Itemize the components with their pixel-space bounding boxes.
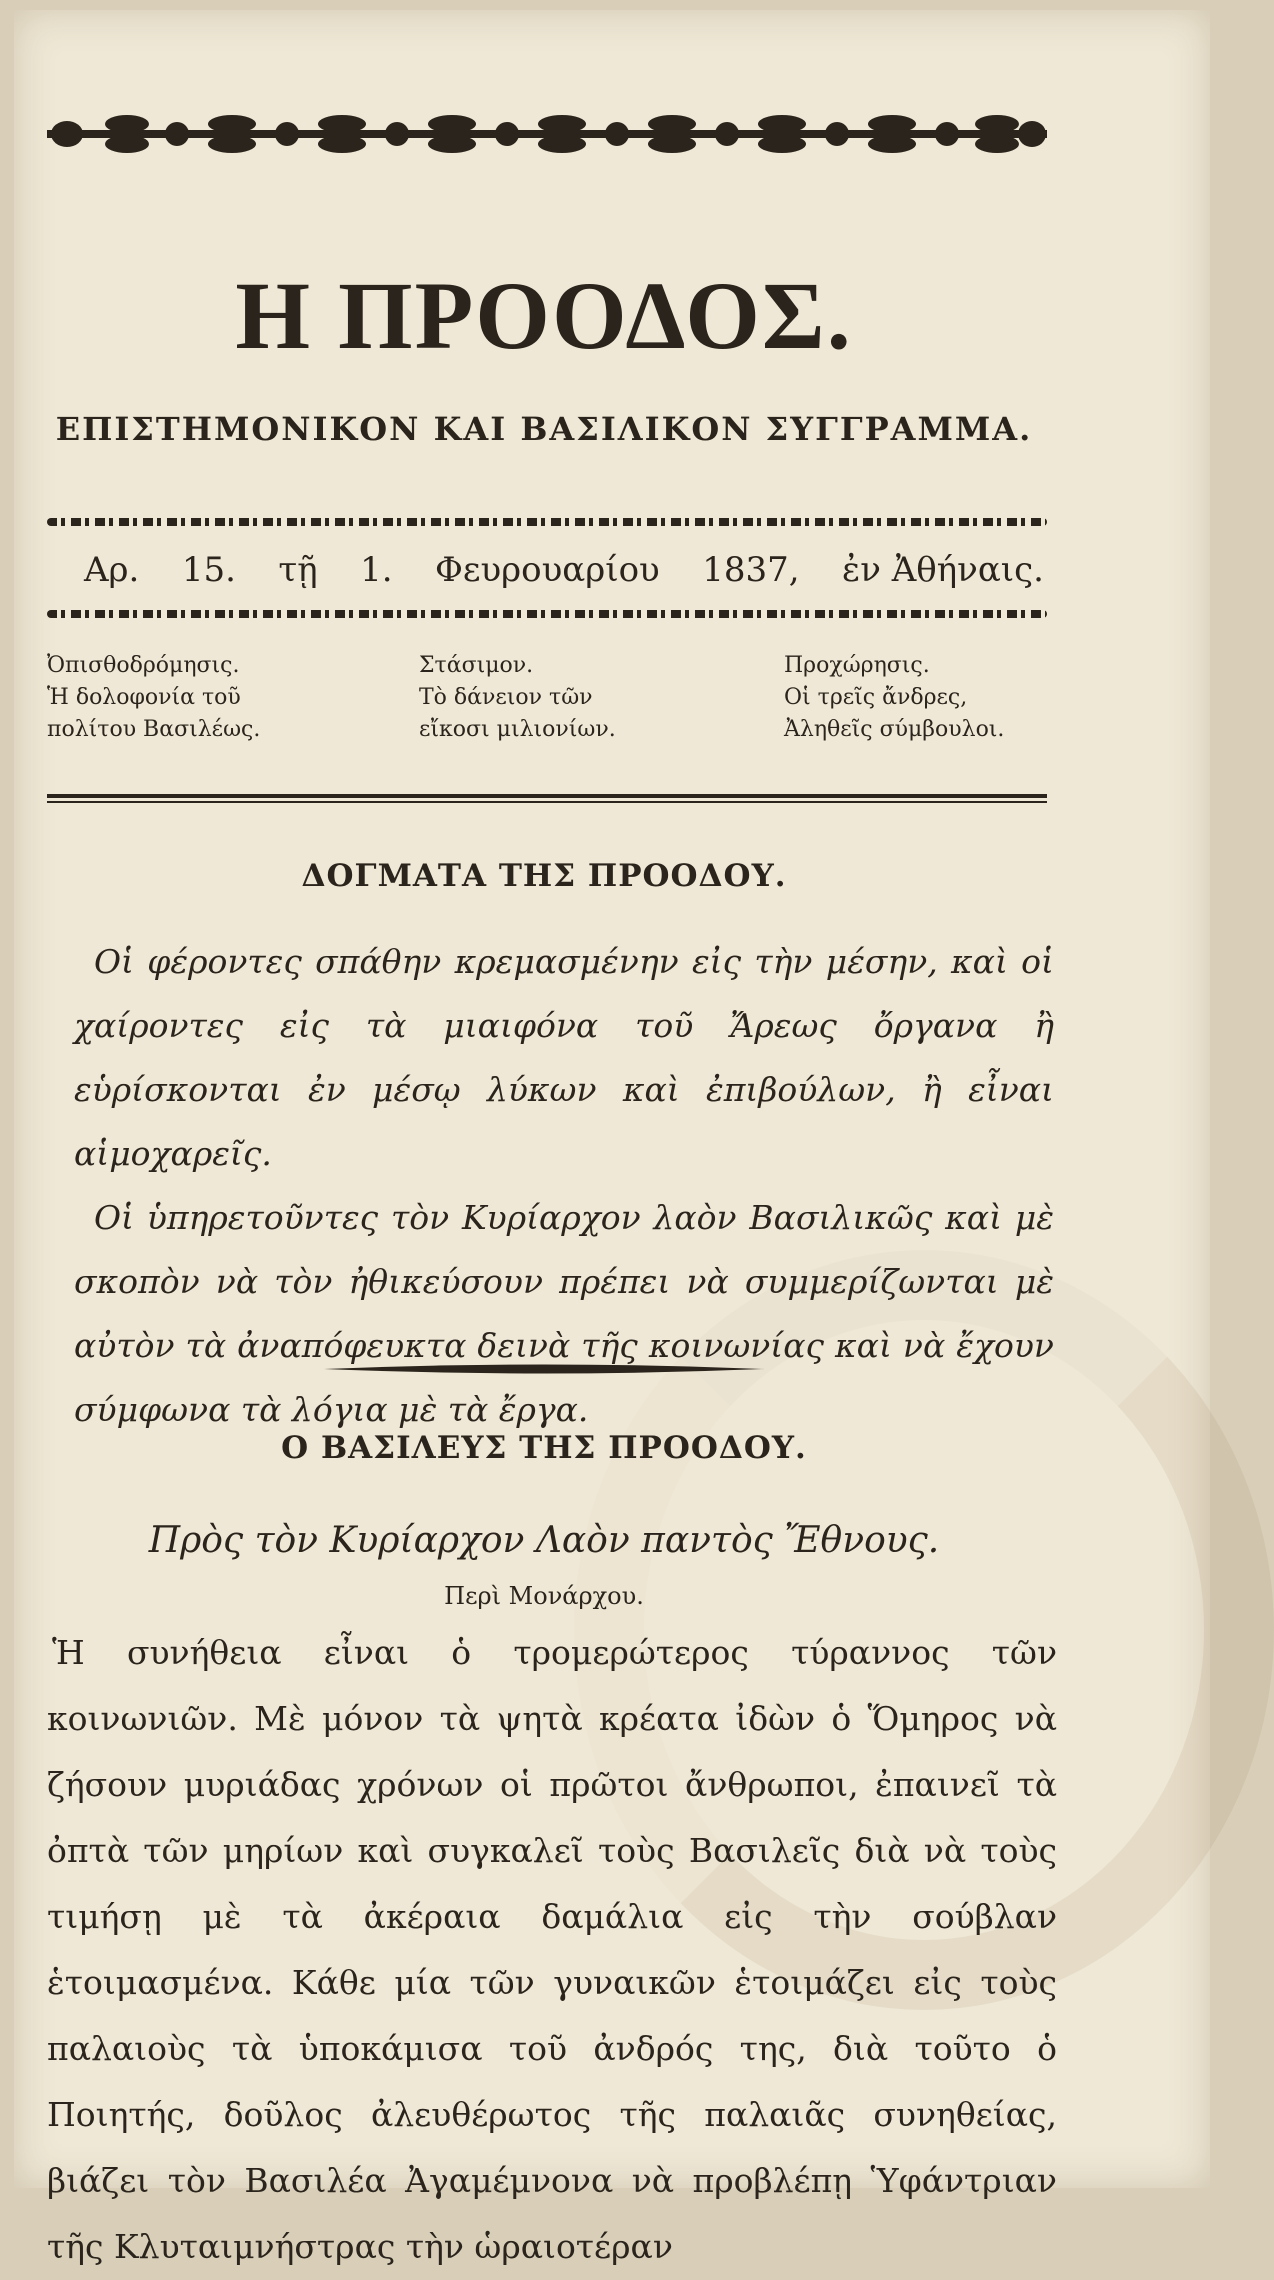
- contents-item: Ἀληθεῖς σύμβουλοι.: [784, 717, 1005, 742]
- issue-month: Φευρουαρίου: [435, 550, 660, 590]
- contents-item: Οἱ τρεῖς ἄνδρες,: [784, 685, 968, 710]
- contents-item: πολίτου Βασιλέως.: [47, 717, 261, 742]
- issue-line: [84, 550, 1044, 590]
- dogmata-heading: ΔΟΓΜΑΤΑ ΤΗΣ ΠΡΟΟΔΟΥ.: [301, 858, 787, 894]
- double-rule: [47, 792, 1047, 806]
- contents-column-progress: [784, 650, 1054, 746]
- contents-item: εἴκοσι μιλιονίων.: [419, 717, 616, 742]
- issue-place: ἐν Ἀθήναις.: [842, 550, 1044, 590]
- issue-date-prefix: τῇ: [278, 550, 318, 590]
- contents-item: Στάσιμον.: [419, 653, 534, 678]
- contents-item: Τὸ δάνειον τῶν: [419, 685, 593, 710]
- masthead-title: Η ΠΡΟΟΔΟΣ.: [235, 262, 853, 369]
- contents-column-regression: [47, 650, 387, 746]
- contents-column-stationary: [419, 650, 719, 746]
- divider-dotted-bottom: [47, 610, 1047, 618]
- issue-number: 15.: [181, 550, 236, 590]
- masthead-subtitle: ΕΠΙΣΤΗΜΟΝΙΚΟΝ ΚΑΙ ΒΑΣΙΛΙΚΟΝ ΣΥΓΓΡΑΜΜΑ.: [55, 410, 1033, 448]
- article-body: [47, 1620, 1057, 2280]
- issue-number-label: Αρ.: [84, 550, 140, 590]
- article-addressee: Πρὸς τὸν Κυρίαρχον Λαὸν παντὸς Ἔθνους.: [148, 1520, 940, 1561]
- contents-item: Ὀπισθοδρόμησις.: [47, 653, 240, 678]
- article-heading: Ο ΒΑΣΙΛΕΥΣ ΤΗΣ ΠΡΟΟΔΟΥ.: [281, 1430, 807, 1466]
- newspaper-page: [14, 10, 1210, 2266]
- dogmata-paragraph-2: Οἱ ὑπηρετοῦντες τὸν Κυρίαρχον λαὸν Βασιλικῶς καὶ μὲ σκοπὸν νὰ τὸν ἠθικεύσουν πρέπει νὰ συμμερίζωνται μὲ αὐτὸν τὰ ἀναπόφευκτα δεινὰ τῆς κοινωνίας καὶ νὰ ἔχουν σύμφωνα τὰ λόγια μὲ τὰ ἔργα.: [74, 1198, 1054, 1429]
- issue-year: 1837,: [702, 550, 800, 590]
- dogmata-paragraph-1: Οἱ φέροντες σπάθην κρεμασμένην εἰς τὴν μέσην, καὶ οἱ χαίροντες εἰς τὰ μιαιφόνα τοῦ Ἄρεως ὄργανα ἢ εὑρίσκονται ἐν μέσῳ λύκων καὶ ἐπιβούλων, ἢ εἶναι αἱμοχαρεῖς.: [74, 942, 1054, 1173]
- article-subsection: Περὶ Μονάρχου.: [444, 1582, 644, 1610]
- contents-item: Ἡ δολοφονία τοῦ: [47, 685, 241, 710]
- swell-rule: [324, 1362, 764, 1376]
- divider-dotted-top: [47, 518, 1047, 526]
- top-ornament-band: [47, 108, 1047, 160]
- contents-item: Προχώρησις.: [784, 653, 930, 678]
- article-body-paragraph: Ἡ συνήθεια εἶναι ὁ τρομερώτερος τύραννος τῶν κοινωνιῶν. Μὲ μόνον τὰ ψητὰ κρέατα ἰδὼν ὁ Ὅμηρος νὰ ζήσουν μυριάδας χρόνων οἱ πρῶτοι ἄνθρωποι, ἐπαινεῖ τὰ ὀπτὰ τῶν μηρίων καὶ συγκαλεῖ τοὺς Βασιλεῖς διὰ νὰ τοὺς τιμήσῃ μὲ τὰ ἀκέραια δαμάλια εἰς τὴν σούβλαν ἑτοιμασμένα. Κάθε μία τῶν γυναικῶν ἑτοιμάζει εἰς τοὺς παλαιοὺς τὰ ὑποκάμισα τοῦ ἀνδρός της, διὰ τοῦτο ὁ Ποιητής, δοῦλος ἀλευθέρωτος τῆς παλαιᾶς συνηθείας, βιάζει τὸν Βασιλέα Ἀγαμέμνονα νὰ προβλέπῃ Ὑφάντριαν τῆς Κλυταιμνήστρας τὴν ὡραιοτέραν: [47, 1633, 1057, 2266]
- issue-day: 1.: [360, 550, 393, 590]
